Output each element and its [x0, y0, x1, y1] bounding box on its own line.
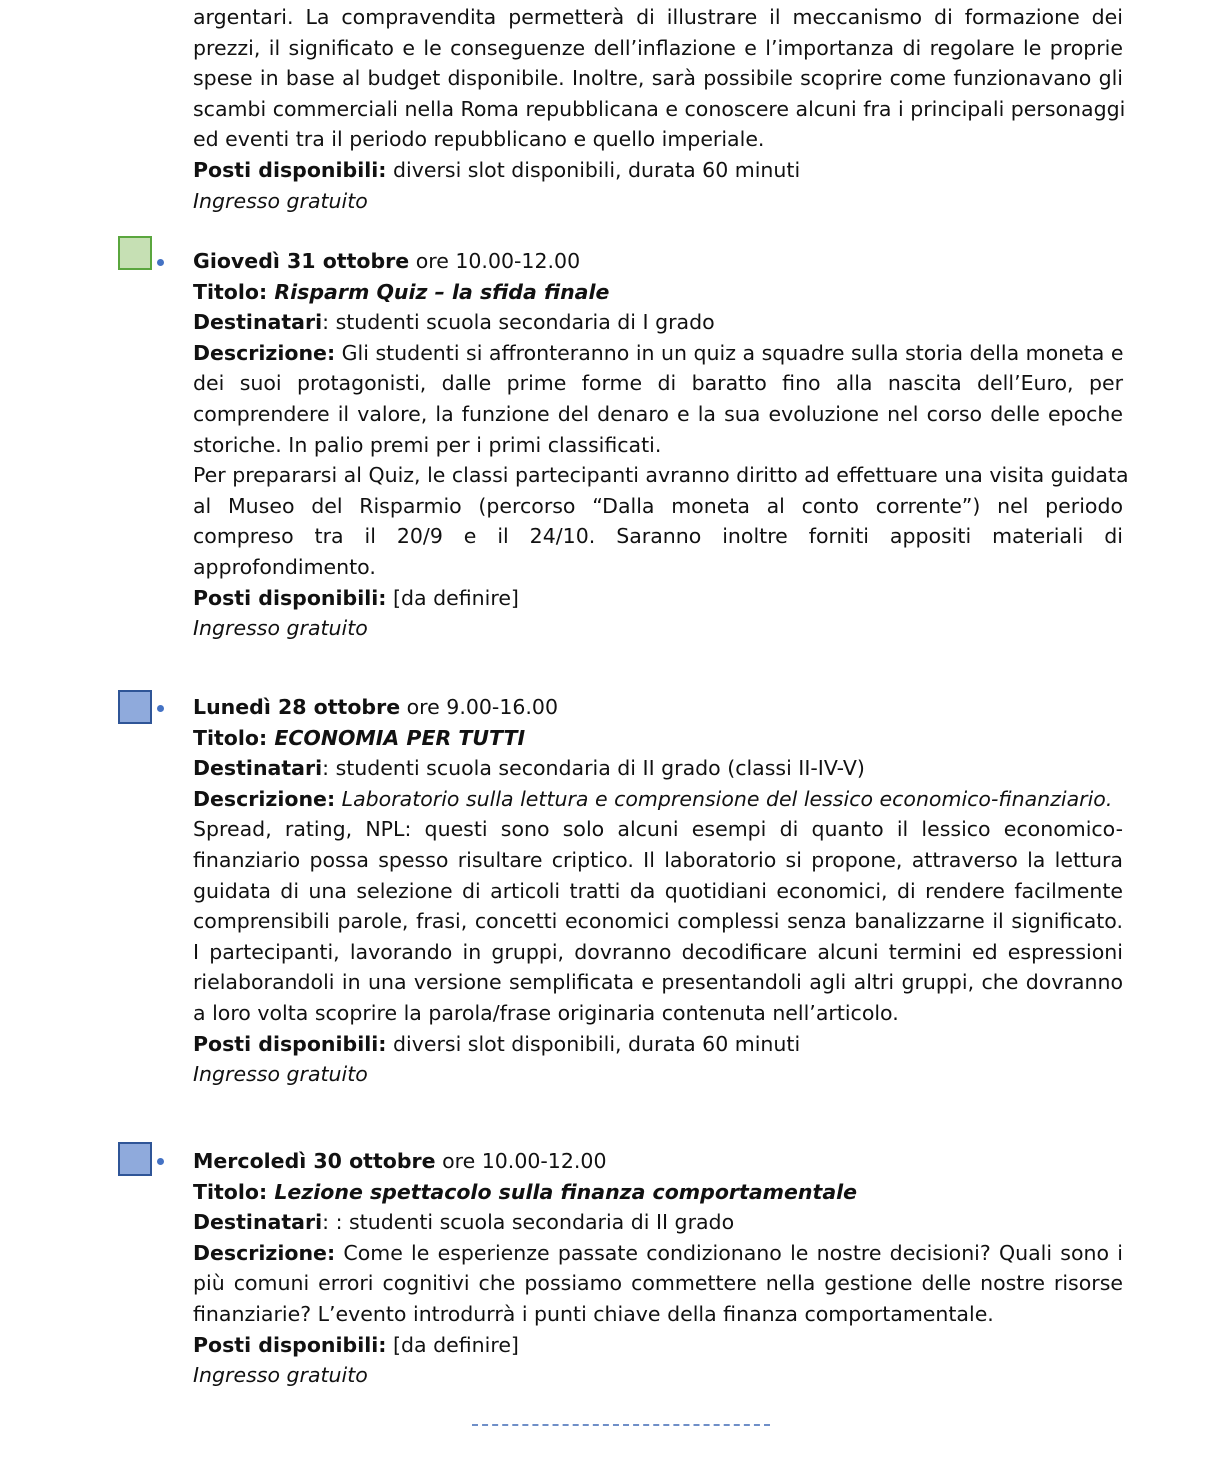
- event2-title: ECONOMIA PER TUTTI: [267, 725, 526, 750]
- event2-body-line: I partecipanti, lavorando in gruppi, dovranno decodificare alcuni termini ed espressioni: [193, 939, 1123, 964]
- event1-block: [193, 246, 1129, 644]
- event1-prep-line: Per prepararsi al Quiz, le classi partecipanti avranno diritto ad effettuare una visita guidata: [193, 463, 1129, 488]
- event1-title-line: [193, 277, 1123, 308]
- posti-label: Posti disponibili:: [193, 157, 387, 182]
- event1-prep-line: al Museo del Risparmio (percorso “Dalla moneta al conto corrente”) nel periodo: [193, 493, 1123, 518]
- page-break-divider: [472, 1424, 770, 1426]
- posti-label: Posti disponibili:: [193, 1031, 387, 1056]
- intro-block: [193, 2, 1126, 216]
- event1-desc-line: storiche. In palio premi per i primi classificati.: [193, 432, 662, 457]
- event3-title-line: [193, 1177, 1123, 1208]
- ingresso-text: Ingresso gratuito: [193, 1363, 368, 1388]
- desc-label: Descrizione:: [193, 340, 336, 365]
- desc-text: Gli studenti si affronteranno in un quiz a squadre sulla storia della moneta e: [335, 340, 1124, 365]
- posti-label: Posti disponibili:: [193, 585, 387, 610]
- event3-desc-line: finanziarie? L’evento introdurrà i punti chiave della finanza comportamentale.: [193, 1301, 994, 1326]
- posti-label: Posti disponibili:: [193, 1332, 387, 1357]
- event1-desc-line: dei suoi protagonisti, dalle prime forme di baratto fino alla nascita dell’Euro, per: [193, 371, 1123, 396]
- event3-desc-line: più comuni errori cognitivi che possiamo commettere nella gestione delle nostre risorse: [193, 1271, 1123, 1296]
- dest-label: Destinatari: [193, 756, 323, 781]
- event2-body-line: rielaborandoli in una versione semplificata e presentandoli agli altri gruppi, che dovranno: [193, 970, 1123, 995]
- event1-date: Giovedì 31 ottobre: [193, 249, 410, 273]
- event3-dest-line: [193, 1207, 1123, 1238]
- posti-value: diversi slot disponibili, durata 60 minuti: [386, 1031, 801, 1056]
- bullet-icon: [157, 1158, 164, 1165]
- event1-ingresso: [193, 613, 1123, 644]
- event3-date: Mercoledì 30 ottobre: [193, 1149, 436, 1173]
- titolo-label: Titolo:: [193, 279, 268, 304]
- event2-body-line: comprensibili parole, frasi, concetti economici complessi senza banalizzarne il significato.: [193, 909, 1123, 934]
- ingresso-text: Ingresso gratuito: [193, 616, 368, 641]
- intro-line: spese in base al budget disponibile. Inoltre, sarà possibile scoprire come funzionavano gli: [193, 66, 1123, 91]
- event1-title: Risparm Quiz – la sfida finale: [267, 279, 610, 304]
- ingresso-text: Ingresso gratuito: [193, 188, 368, 213]
- intro-line: argentari. La compravendita permetterà di illustrare il meccanismo di formazione dei: [193, 5, 1123, 29]
- ingresso-text: Ingresso gratuito: [193, 1062, 368, 1087]
- event1-posti: [193, 583, 1123, 614]
- event2-body-line: a loro volta scoprire la parola/frase originaria contenuta nell’articolo.: [193, 1000, 899, 1025]
- event3-time: ore 10.00-12.00: [435, 1149, 607, 1173]
- event3-ingresso: [193, 1360, 1123, 1391]
- event2-body-line: Spread, rating, NPL: questi sono solo alcuni esempi di quanto il lessico economico-: [193, 817, 1123, 842]
- event2-title-line: [193, 723, 1123, 754]
- titolo-label: Titolo:: [193, 1179, 268, 1204]
- event1-time: ore 10.00-12.00: [409, 249, 581, 273]
- event1-desc-line: comprendere il valore, la funzione del denaro e la sua evoluzione nel corso delle epoche: [193, 401, 1123, 426]
- event1-prep-line: approfondimento.: [193, 554, 376, 579]
- desc-label: Descrizione:: [193, 786, 336, 811]
- titolo-label: Titolo:: [193, 725, 268, 750]
- intro-ingresso: [193, 186, 1123, 217]
- event2-date: Lunedì 28 ottobre: [193, 695, 401, 719]
- event2-time: ore 9.00-16.00: [400, 695, 559, 719]
- event2-body-line: finanziario possa spesso risultare criptico. Il laboratorio si propone, attraverso la lettura: [193, 847, 1123, 872]
- event2-posti: [193, 1029, 1123, 1060]
- dest-label: Destinatari: [193, 1210, 323, 1235]
- event2-body-line: guidata di una selezione di articoli tratti da quotidiani economici, di rendere facilmente: [193, 878, 1123, 903]
- event1-desc-line: [193, 338, 1123, 369]
- event3-date-line: [193, 1146, 1123, 1177]
- desc-text: Come le esperienze passate condizionano le nostre decisioni? Quali sono i: [335, 1240, 1123, 1265]
- event3-dest: : : studenti scuola secondaria di II grado: [322, 1210, 735, 1235]
- intro-line: scambi commerciali nella Roma repubblicana e conoscere alcuni fra i principali personaggi: [193, 96, 1126, 121]
- event2-ingresso: [193, 1059, 1123, 1090]
- intro-line: prezzi, il significato e le conseguenze dell’inflazione e l’importanza di regolare le proprie: [193, 35, 1123, 60]
- event2-block: [193, 692, 1123, 1090]
- desc-label: Descrizione:: [193, 1240, 336, 1265]
- posti-value: diversi slot disponibili, durata 60 minuti: [386, 157, 801, 182]
- event1-date-line: [193, 246, 1123, 277]
- event2-date-line: [193, 692, 1123, 723]
- event2-dest-line: [193, 753, 1123, 784]
- event2-desc-line: [193, 784, 1123, 815]
- event3-posti: [193, 1330, 1123, 1361]
- desc-italic: Laboratorio sulla lettura e comprensione del lessico economico-finanziario.: [335, 786, 1113, 811]
- event3-title: Lezione spettacolo sulla finanza comportamentale: [267, 1179, 858, 1204]
- posti-value: [da definire]: [386, 1332, 519, 1357]
- event3-desc-line: [193, 1238, 1123, 1269]
- event1-dest: : studenti scuola secondaria di I grado: [322, 310, 715, 335]
- intro-line: ed eventi tra il periodo repubblicano e quello imperiale.: [193, 127, 765, 152]
- bullet-icon: [157, 259, 164, 266]
- posti-value: [da definire]: [386, 585, 519, 610]
- event3-marker-box: [118, 1142, 152, 1176]
- event1-marker-box: [118, 236, 152, 270]
- dest-label: Destinatari: [193, 310, 323, 335]
- event2-dest: : studenti scuola secondaria di II grado (classi II-IV-V): [322, 756, 865, 781]
- event1-prep-line: compreso tra il 20/9 e il 24/10. Saranno inoltre forniti appositi materiali di: [193, 524, 1123, 549]
- event1-dest-line: [193, 307, 1123, 338]
- event2-marker-box: [118, 690, 152, 724]
- bullet-icon: [157, 705, 164, 712]
- event3-block: [193, 1146, 1123, 1391]
- intro-posti: [193, 155, 1123, 186]
